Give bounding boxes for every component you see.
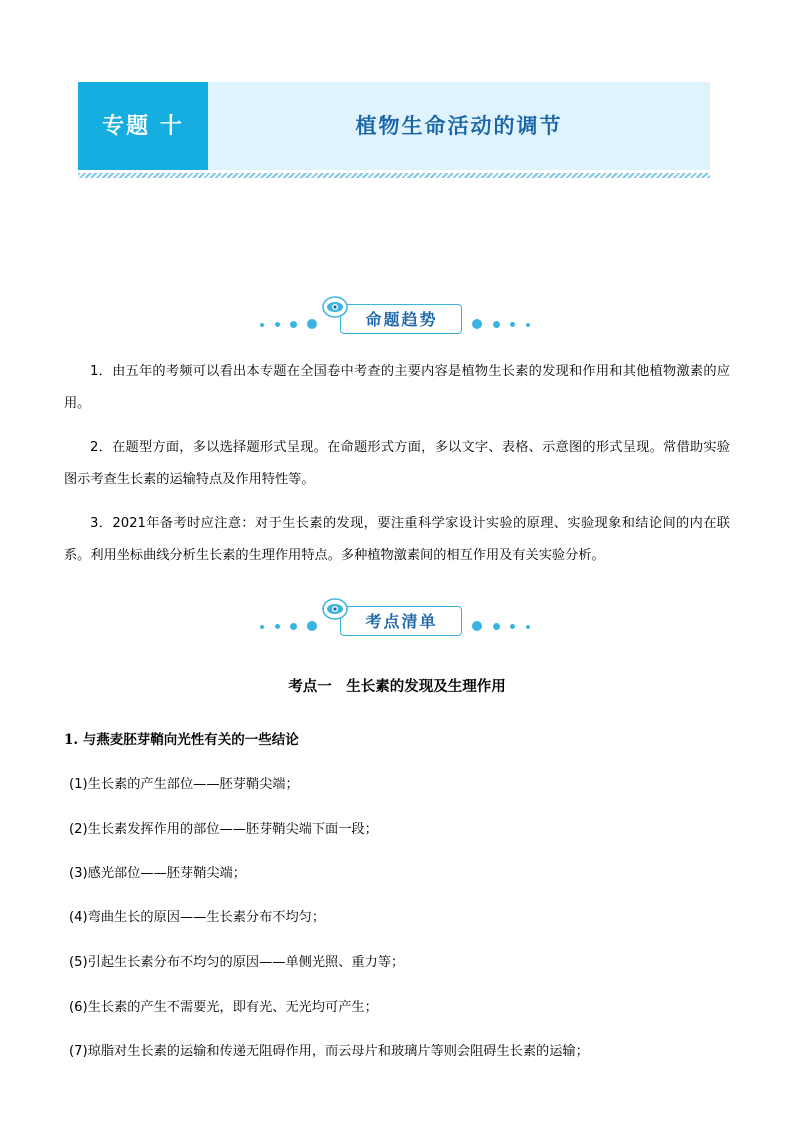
section-title-trend: 命题趋势 xyxy=(365,310,438,329)
trend-paragraph-1: 1．由五年的考频可以看出本专题在全国卷中考查的主要内容是植物生长素的发现和作用和其他植物激素的应用。 xyxy=(64,364,730,411)
conclusion-item: (6)生长素的产生不需要光，即有光、无光均可产生； xyxy=(69,1000,378,1015)
knowledge-subheading: 1. 与燕麦胚芽鞘向光性有关的一些结论 xyxy=(64,732,299,748)
eye-icon xyxy=(322,598,348,620)
eye-icon xyxy=(322,296,348,318)
section-badge-trend xyxy=(250,296,540,340)
conclusion-item: (2)生长素发挥作用的部位——胚芽鞘尖端下面一段； xyxy=(69,822,378,837)
trend-paragraph-2: 2．在题型方面，多以选择题形式呈现。在命题形式方面，多以文字、表格、示意图的形式呈现。常借助实验图示考查生长素的运输特点及作用特性等。 xyxy=(64,440,730,487)
conclusion-item: (5)引起生长素分布不均匀的原因——单侧光照、重力等； xyxy=(69,955,405,970)
section-badge-checklist xyxy=(250,598,540,642)
page-title: 植物生命活动的调节 xyxy=(355,114,563,138)
conclusion-item: (3)感光部位——胚芽鞘尖端； xyxy=(69,866,246,881)
section-title-checklist: 考点清单 xyxy=(365,612,438,631)
conclusion-item: (7)琼脂对生长素的运输和传递无阻碍作用，而云母片和玻璃片等则会阻碍生长素的运输； xyxy=(69,1044,589,1059)
topic-label: 专题 十 xyxy=(102,113,184,139)
trend-paragraph-3: 3．2021年备考时应注意：对于生长素的发现，要注重科学家设计实验的原理、实验现象和结论间的内在联系。利用坐标曲线分析生长素的生理作用特点。多种植物激素间的相互作用及有关实验分析。 xyxy=(64,516,730,563)
conclusion-item: (4)弯曲生长的原因——生长素分布不均匀； xyxy=(69,910,326,925)
banner-divider xyxy=(78,173,710,178)
knowledge-point-heading: 考点一 生长素的发现及生理作用 xyxy=(288,678,506,695)
header-banner xyxy=(78,82,710,170)
conclusion-item: (1)生长素的产生部位——胚芽鞘尖端； xyxy=(69,777,299,792)
